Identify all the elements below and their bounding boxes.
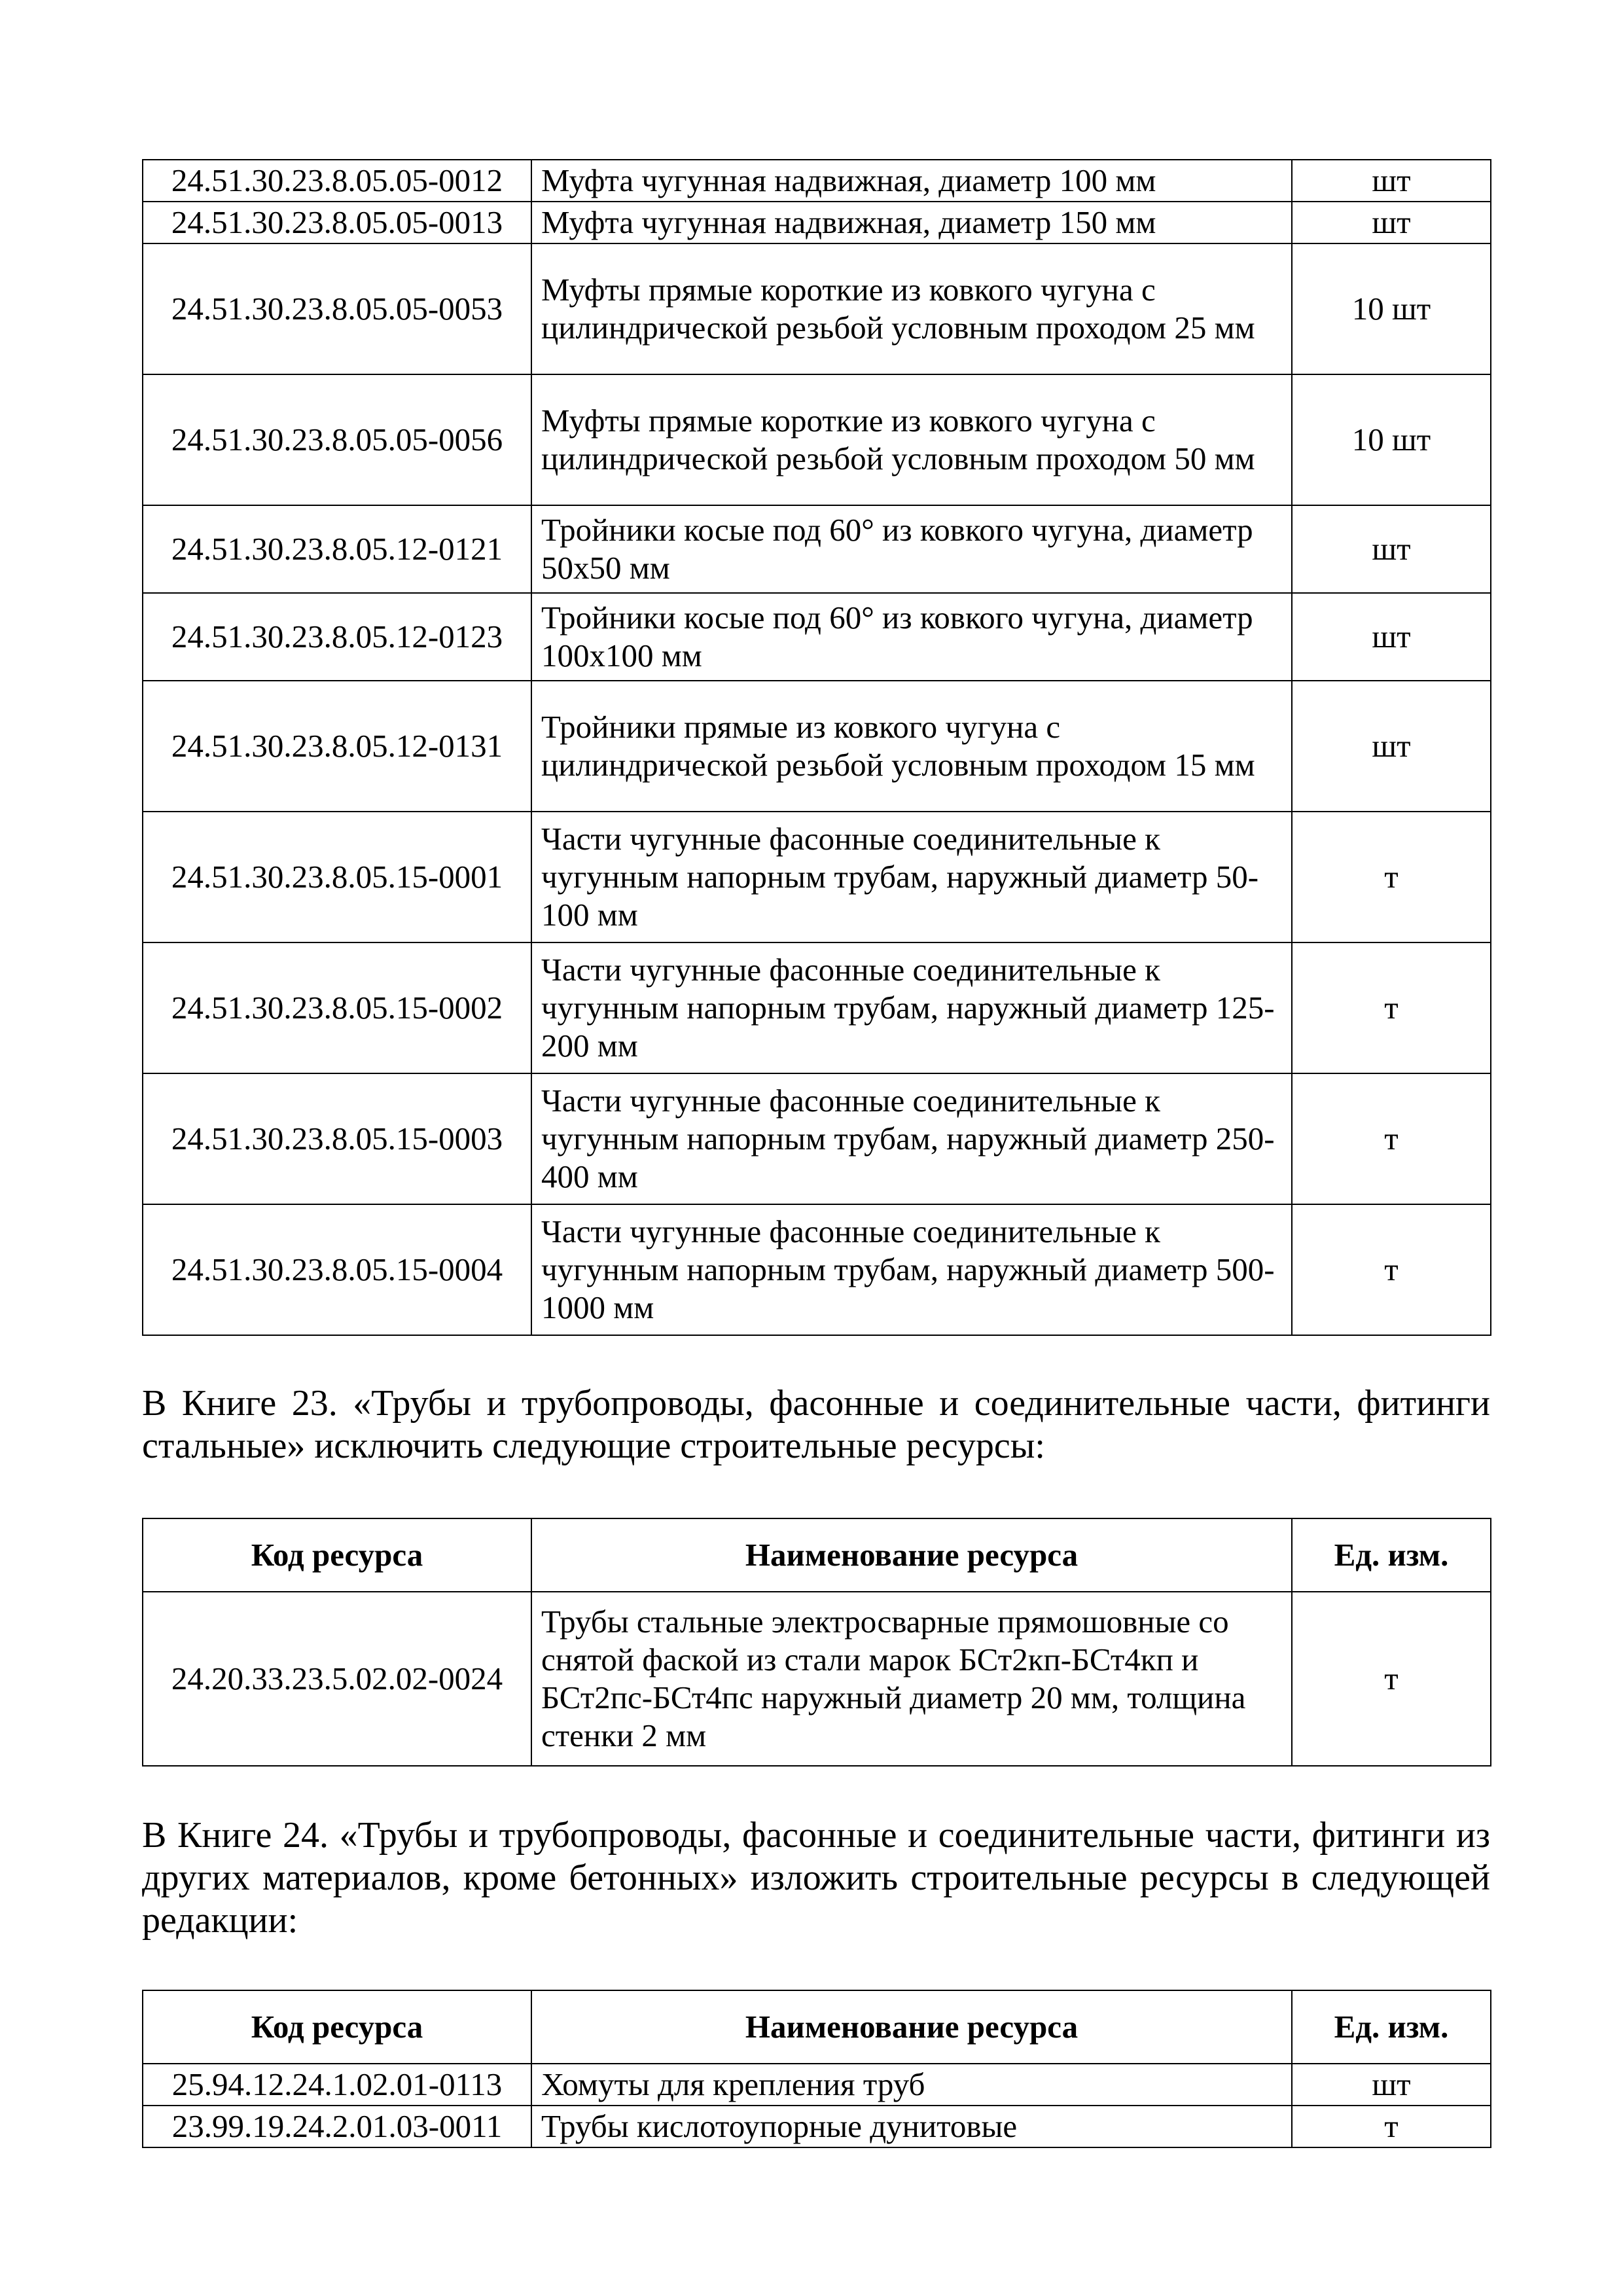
resource-code: 24.51.30.23.8.05.15-0003 bbox=[143, 1073, 531, 1204]
header-name: Наименование ресурса bbox=[531, 1990, 1292, 2064]
resource-code: 24.51.30.23.8.05.05-0056 bbox=[143, 374, 531, 505]
resource-table-cast-iron-fittings bbox=[142, 159, 1491, 1336]
resource-code: 24.20.33.23.5.02.02-0024 bbox=[143, 1592, 531, 1766]
table-row bbox=[143, 202, 1491, 243]
table-row bbox=[143, 812, 1491, 942]
resource-unit: т bbox=[1292, 1073, 1491, 1204]
resource-code: 24.51.30.23.8.05.12-0123 bbox=[143, 593, 531, 681]
resource-code: 24.51.30.23.8.05.15-0001 bbox=[143, 812, 531, 942]
resource-code: 24.51.30.23.8.05.05-0053 bbox=[143, 243, 531, 374]
resource-name: Части чугунные фасонные соединительные к чугунным напорным трубам, наружный диаметр 500-1000 мм bbox=[531, 1204, 1292, 1335]
resource-unit: 10 шт bbox=[1292, 243, 1491, 374]
resource-unit: шт bbox=[1292, 681, 1491, 812]
resource-unit: шт bbox=[1292, 505, 1491, 593]
resource-table-book-23 bbox=[142, 1518, 1491, 1767]
table-row bbox=[143, 505, 1491, 593]
resource-unit: шт bbox=[1292, 593, 1491, 681]
resource-code: 24.51.30.23.8.05.05-0013 bbox=[143, 202, 531, 243]
table-row bbox=[143, 593, 1491, 681]
table-row bbox=[143, 2106, 1491, 2147]
resource-name: Части чугунные фасонные соединительные к чугунным напорным трубам, наружный диаметр 250-400 мм bbox=[531, 1073, 1292, 1204]
resource-name: Муфты прямые короткие из ковкого чугуна с цилиндрической резьбой условным проходом 50 мм bbox=[531, 374, 1292, 505]
table-row bbox=[143, 1592, 1491, 1766]
resource-name: Муфты прямые короткие из ковкого чугуна с цилиндрической резьбой условным проходом 25 мм bbox=[531, 243, 1292, 374]
resource-code: 24.51.30.23.8.05.05-0012 bbox=[143, 160, 531, 202]
header-unit: Ед. изм. bbox=[1292, 1518, 1491, 1592]
resource-unit: т bbox=[1292, 1592, 1491, 1766]
resource-name: Тройники косые под 60° из ковкого чугуна, диаметр 50х50 мм bbox=[531, 505, 1292, 593]
header-name: Наименование ресурса bbox=[531, 1518, 1292, 1592]
table-row bbox=[143, 1204, 1491, 1335]
resource-unit: т bbox=[1292, 812, 1491, 942]
resource-name: Тройники прямые из ковкого чугуна с цилиндрической резьбой условным проходом 15 мм bbox=[531, 681, 1292, 812]
resource-code: 24.51.30.23.8.05.12-0131 bbox=[143, 681, 531, 812]
resource-code: 24.51.30.23.8.05.15-0002 bbox=[143, 942, 531, 1073]
table-row bbox=[143, 942, 1491, 1073]
resource-code: 24.51.30.23.8.05.12-0121 bbox=[143, 505, 531, 593]
resource-unit: 10 шт bbox=[1292, 374, 1491, 505]
resource-name: Части чугунные фасонные соединительные к чугунным напорным трубам, наружный диаметр 125-200 мм bbox=[531, 942, 1292, 1073]
resource-unit: т bbox=[1292, 942, 1491, 1073]
table-row bbox=[143, 160, 1491, 202]
resource-name: Хомуты для крепления труб bbox=[531, 2064, 1292, 2106]
book-23-paragraph: В Книге 23. «Трубы и трубопроводы, фасонные и соединительные части, фитинги стальные» исключить следующие строительные ресурсы: bbox=[142, 1383, 1490, 1466]
header-code: Код ресурса bbox=[143, 1990, 531, 2064]
resource-table-book-24 bbox=[142, 1990, 1491, 2148]
resource-unit: шт bbox=[1292, 202, 1491, 243]
resource-unit: шт bbox=[1292, 2064, 1491, 2106]
table-row bbox=[143, 2064, 1491, 2106]
resource-name: Муфта чугунная надвижная, диаметр 100 мм bbox=[531, 160, 1292, 202]
resource-code: 23.99.19.24.2.01.03-0011 bbox=[143, 2106, 531, 2147]
table-header-row bbox=[143, 1518, 1491, 1592]
header-code: Код ресурса bbox=[143, 1518, 531, 1592]
resource-name: Муфта чугунная надвижная, диаметр 150 мм bbox=[531, 202, 1292, 243]
resource-unit: т bbox=[1292, 1204, 1491, 1335]
resource-name: Тройники косые под 60° из ковкого чугуна, диаметр 100х100 мм bbox=[531, 593, 1292, 681]
table-row bbox=[143, 681, 1491, 812]
resource-code: 25.94.12.24.1.02.01-0113 bbox=[143, 2064, 531, 2106]
resource-unit: шт bbox=[1292, 160, 1491, 202]
header-unit: Ед. изм. bbox=[1292, 1990, 1491, 2064]
resource-name: Трубы кислотоупорные дунитовые bbox=[531, 2106, 1292, 2147]
resource-code: 24.51.30.23.8.05.15-0004 bbox=[143, 1204, 531, 1335]
resource-name: Части чугунные фасонные соединительные к чугунным напорным трубам, наружный диаметр 50-100 мм bbox=[531, 812, 1292, 942]
resource-name: Трубы стальные электросварные прямошовные со снятой фаской из стали марок БСт2кп-БСт4кп и БСт2пс-БСт4пс наружный диаметр 20 мм, толщина стенки 2 мм bbox=[531, 1592, 1292, 1766]
table-row bbox=[143, 374, 1491, 505]
table-header-row bbox=[143, 1990, 1491, 2064]
resource-unit: т bbox=[1292, 2106, 1491, 2147]
table-row bbox=[143, 1073, 1491, 1204]
book-24-paragraph: В Книге 24. «Трубы и трубопроводы, фасонные и соединительные части, фитинги из других материалов, кроме бетонных» изложить строительные ресурсы в следующей редакции: bbox=[142, 1815, 1490, 1941]
table-row bbox=[143, 243, 1491, 374]
